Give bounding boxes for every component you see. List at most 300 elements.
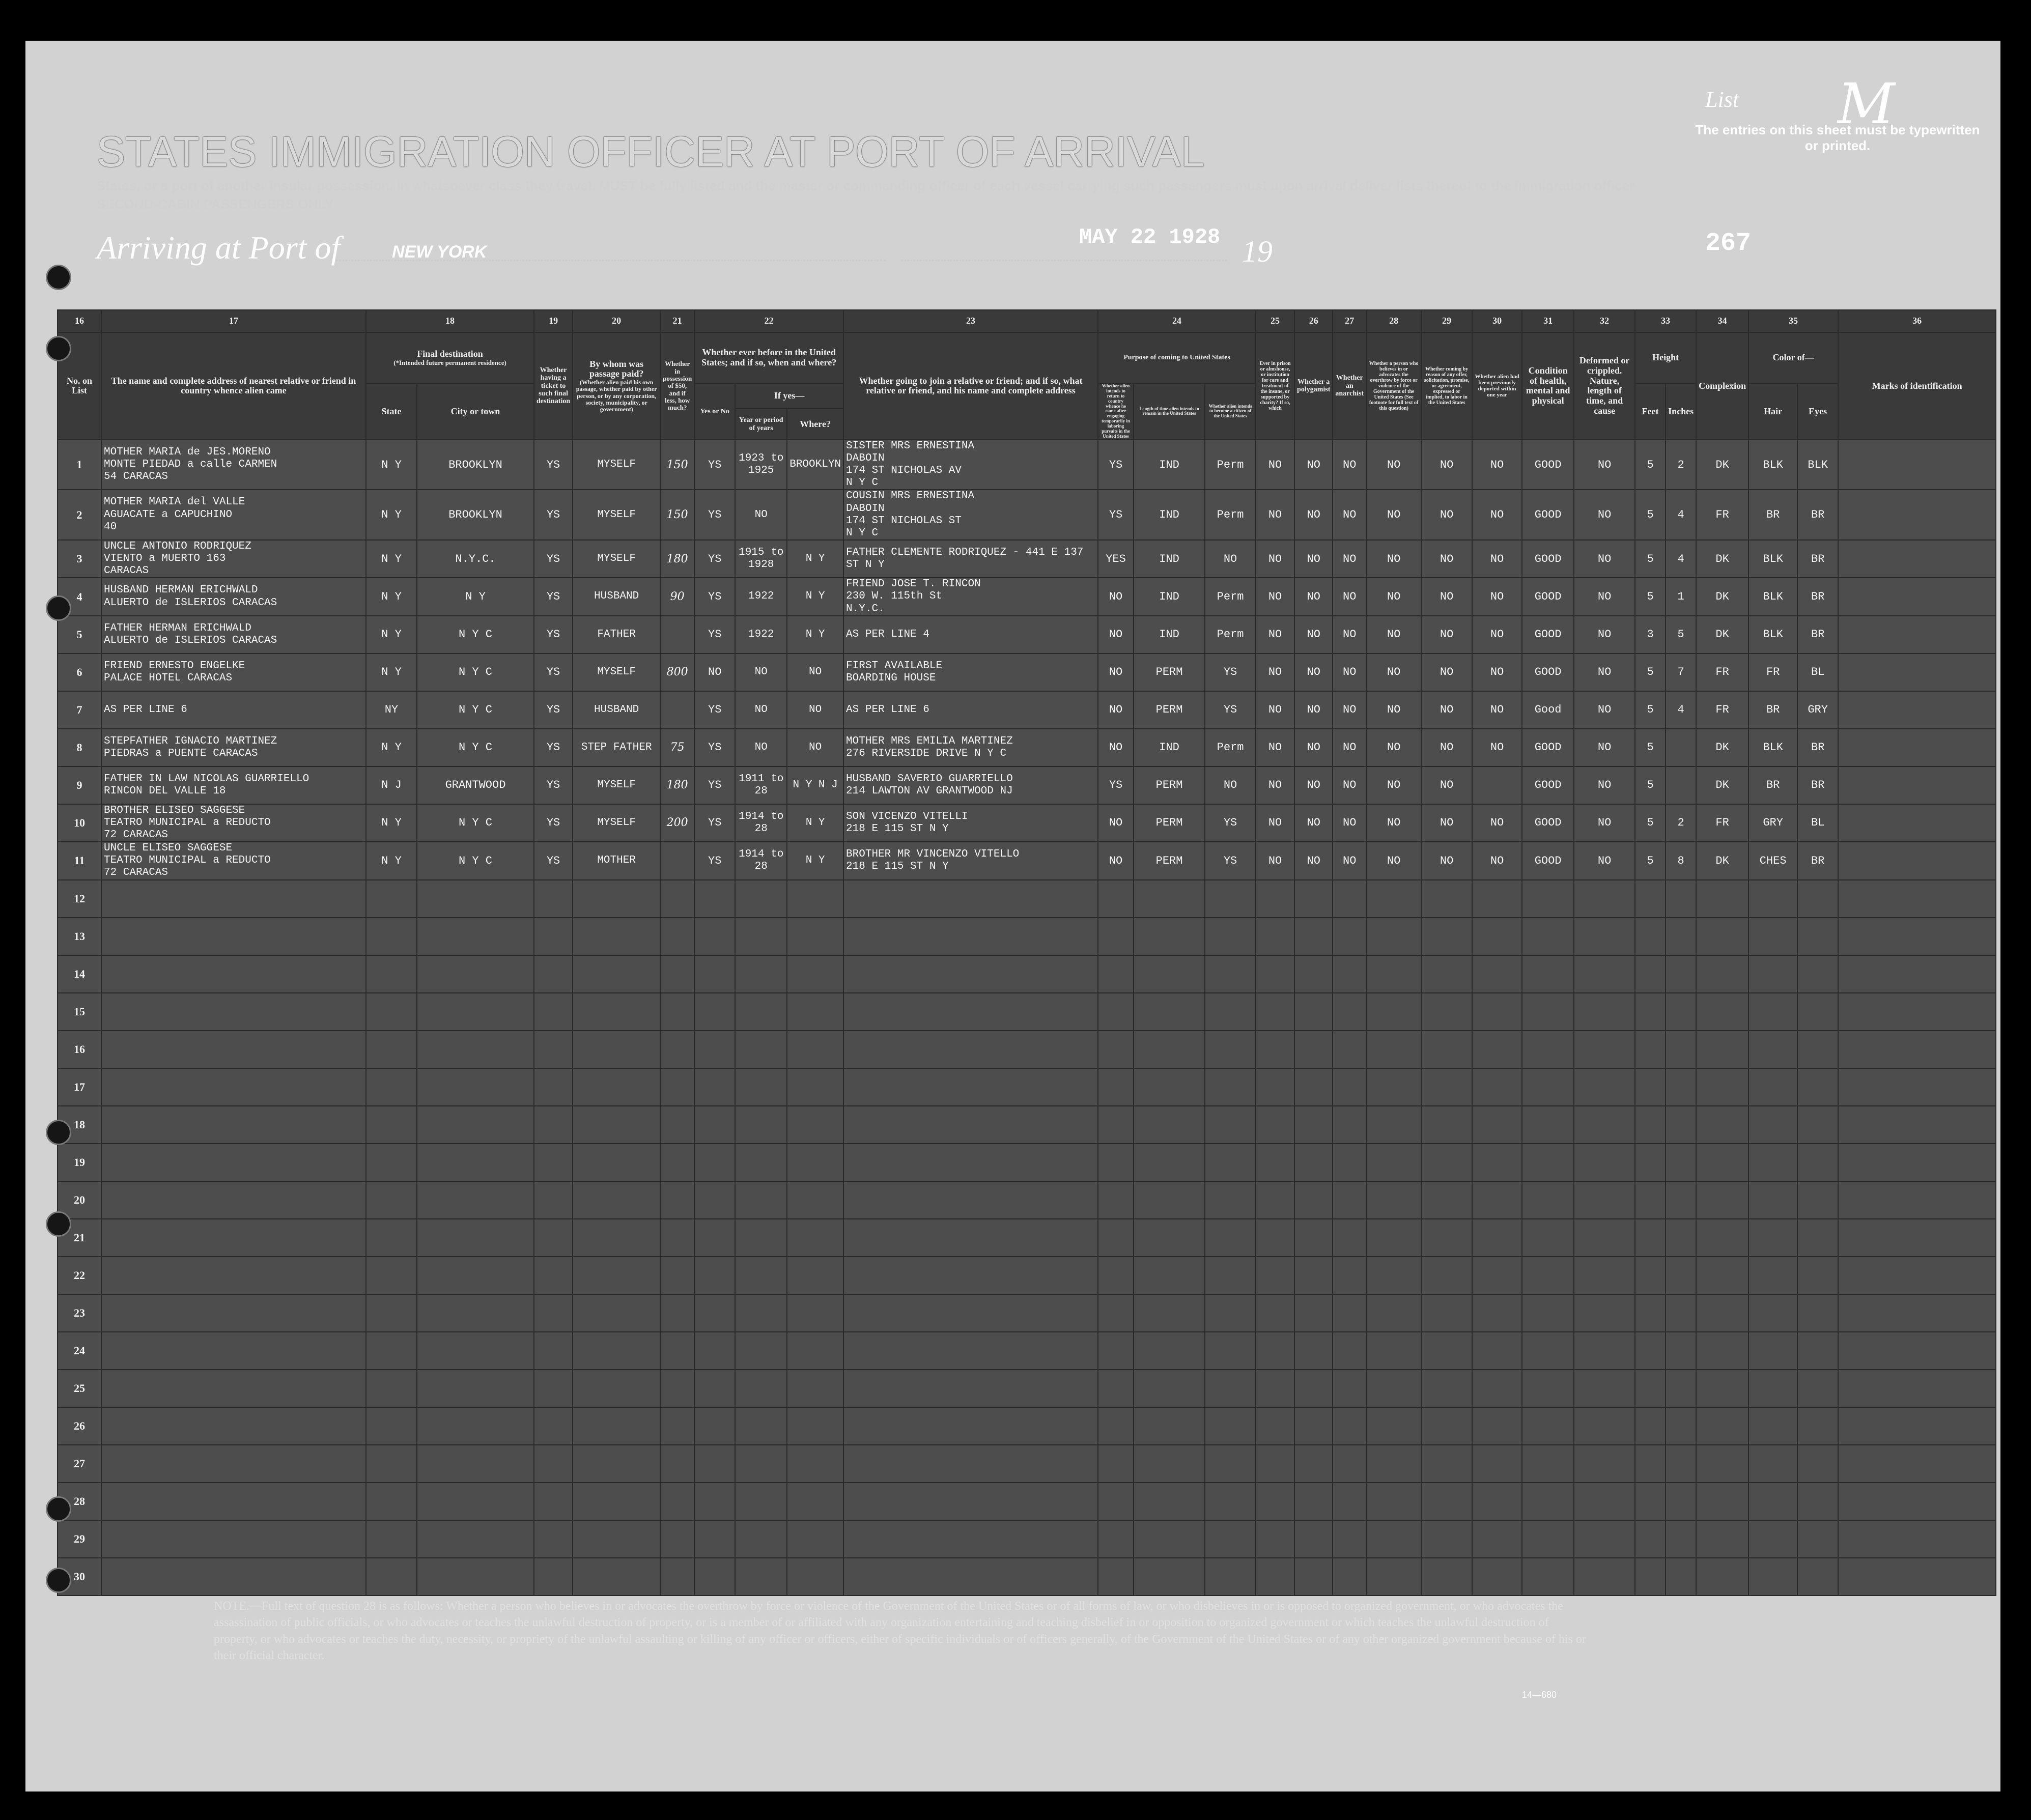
empty-cell bbox=[1522, 1520, 1574, 1558]
empty-cell bbox=[843, 1068, 1098, 1106]
empty-cell bbox=[1838, 993, 1996, 1031]
cell-marks bbox=[1838, 540, 1996, 578]
cell-ticket: YS bbox=[534, 578, 573, 615]
empty-cell bbox=[366, 918, 417, 955]
cell-purpose-citizen: Perm bbox=[1205, 440, 1256, 490]
table-row-empty bbox=[58, 1181, 1996, 1219]
col-num-28: 28 bbox=[1366, 310, 1421, 332]
empty-cell bbox=[1522, 1332, 1574, 1370]
empty-cell bbox=[1472, 1370, 1522, 1407]
cell-joining bbox=[843, 578, 1098, 615]
cell-paid-by: MYSELF bbox=[573, 804, 660, 842]
cell-ticket: YS bbox=[534, 804, 573, 842]
cell-years: 1911 to 28 bbox=[735, 766, 787, 804]
empty-cell bbox=[1333, 1520, 1366, 1558]
empty-cell bbox=[787, 1294, 843, 1332]
cell-deported: NO bbox=[1472, 616, 1522, 653]
empty-cell bbox=[1748, 993, 1797, 1031]
header-paid-by bbox=[573, 332, 660, 440]
joining-line: SON VICENZO VITELLI bbox=[846, 810, 968, 822]
cell-state: N Y bbox=[366, 804, 417, 842]
cell-city: N Y C bbox=[417, 729, 534, 766]
cell-prison: NO bbox=[1256, 440, 1294, 490]
cell-contract: NO bbox=[1421, 653, 1472, 691]
empty-cell bbox=[1421, 993, 1472, 1031]
cell-ticket: YS bbox=[534, 653, 573, 691]
row-number: 5 bbox=[58, 616, 101, 653]
cell-where: NO bbox=[787, 691, 843, 729]
binding-hole bbox=[46, 595, 71, 621]
empty-cell bbox=[1098, 1332, 1134, 1370]
empty-cell bbox=[1574, 1031, 1635, 1068]
empty-cell bbox=[1696, 955, 1748, 993]
cell-feet: 5 bbox=[1635, 804, 1666, 842]
empty-cell bbox=[1696, 1370, 1748, 1407]
empty-cell bbox=[1522, 918, 1574, 955]
paid-by-note: (Whether alien paid his own passage, whether paid by other person, or by any corporation, society, municipality, or government) bbox=[576, 379, 657, 413]
empty-cell bbox=[534, 1219, 573, 1257]
empty-cell bbox=[1256, 1407, 1294, 1445]
empty-cell bbox=[1696, 1219, 1748, 1257]
joining-line: N Y C bbox=[846, 477, 879, 489]
cell-anarchist: NO bbox=[1333, 653, 1366, 691]
cell-city: N Y C bbox=[417, 691, 534, 729]
col-num-33: 33 bbox=[1635, 310, 1696, 332]
empty-cell bbox=[1366, 880, 1421, 918]
cell-years: 1922 bbox=[735, 578, 787, 615]
empty-cell bbox=[1098, 1031, 1134, 1068]
empty-cell bbox=[1635, 1370, 1666, 1407]
row-number: 19 bbox=[58, 1144, 101, 1181]
relative-line: VIENTO a MUERTO 163 bbox=[104, 553, 226, 565]
header-before-us: Whether ever before in the United States; and if so, when and where? bbox=[694, 332, 843, 383]
empty-cell bbox=[1574, 1520, 1635, 1558]
empty-cell bbox=[534, 993, 573, 1031]
cell-purpose-length: PERM bbox=[1134, 653, 1205, 691]
empty-cell bbox=[1333, 1370, 1366, 1407]
empty-cell bbox=[1098, 1106, 1134, 1144]
row-number: 29 bbox=[58, 1520, 101, 1558]
empty-cell bbox=[1797, 1106, 1838, 1144]
cell-polygamist: NO bbox=[1294, 804, 1333, 842]
empty-cell bbox=[735, 1294, 787, 1332]
empty-cell bbox=[1797, 880, 1838, 918]
col-num-26: 26 bbox=[1294, 310, 1333, 332]
cell-feet: 5 bbox=[1635, 766, 1666, 804]
cell-deformed: NO bbox=[1574, 440, 1635, 490]
col-num-23: 23 bbox=[843, 310, 1098, 332]
empty-cell bbox=[1333, 1558, 1366, 1596]
empty-cell bbox=[843, 1144, 1098, 1181]
cell-hair: BLK bbox=[1748, 440, 1797, 490]
relative-line: ALUERTO de ISLERIOS CARACAS bbox=[104, 634, 277, 646]
empty-cell bbox=[101, 1370, 366, 1407]
empty-cell bbox=[1574, 993, 1635, 1031]
joining-line: 276 RIVERSIDE DRIVE N Y C bbox=[846, 747, 1007, 759]
joining-line: 218 E 115 ST N Y bbox=[846, 822, 949, 835]
cell-deported: NO bbox=[1472, 691, 1522, 729]
empty-cell bbox=[1522, 1558, 1574, 1596]
empty-cell bbox=[1635, 955, 1666, 993]
relative-line: 40 bbox=[104, 521, 117, 533]
row-number: 2 bbox=[58, 490, 101, 540]
empty-cell bbox=[660, 1483, 694, 1520]
empty-cell bbox=[694, 955, 735, 993]
cell-inches: 4 bbox=[1666, 691, 1696, 729]
empty-cell bbox=[1522, 1407, 1574, 1445]
cell-before-us: YS bbox=[694, 440, 735, 490]
date-stamp: MAY 22 1928 bbox=[1079, 225, 1221, 249]
cell-health: GOOD bbox=[1522, 490, 1574, 540]
table-row-empty bbox=[58, 1332, 1996, 1370]
empty-cell bbox=[660, 1370, 694, 1407]
cell-deformed: NO bbox=[1574, 804, 1635, 842]
empty-cell bbox=[1134, 1332, 1205, 1370]
cell-state: N Y bbox=[366, 653, 417, 691]
empty-cell bbox=[787, 1445, 843, 1483]
empty-cell bbox=[735, 1483, 787, 1520]
cell-money: 150 bbox=[660, 440, 694, 490]
empty-cell bbox=[694, 993, 735, 1031]
empty-cell bbox=[735, 1445, 787, 1483]
cell-health: GOOD bbox=[1522, 842, 1574, 879]
header-yes-no: Yes or No bbox=[694, 383, 735, 440]
empty-cell bbox=[1635, 1144, 1666, 1181]
empty-cell bbox=[1366, 1144, 1421, 1181]
empty-cell bbox=[787, 1106, 843, 1144]
cell-complexion: DK bbox=[1696, 440, 1748, 490]
cell-complexion: FR bbox=[1696, 691, 1748, 729]
cell-city: N Y C bbox=[417, 804, 534, 842]
binding-hole bbox=[46, 1120, 71, 1145]
cell-anarchist: NO bbox=[1333, 729, 1366, 766]
empty-cell bbox=[366, 1219, 417, 1257]
table-row-empty bbox=[58, 1031, 1996, 1068]
cell-prison: NO bbox=[1256, 729, 1294, 766]
header-if-yes: If yes— bbox=[735, 383, 843, 409]
subtitle: States, or a port of another insular possession, in whatsoever class they travel, MUST be fully listed and the master or commanding officer of each vessel carrying such passengers must upon arrival deliver lists thereof to the immigration officer bbox=[97, 178, 1635, 193]
empty-cell bbox=[534, 1445, 573, 1483]
empty-cell bbox=[660, 1520, 694, 1558]
empty-cell bbox=[1333, 993, 1366, 1031]
header-ticket: Whether having a ticket to such final destination bbox=[534, 332, 573, 440]
empty-cell bbox=[1748, 1558, 1797, 1596]
footnote: NOTE.—Full text of question 28 is as follows: Whether a person who believes in or advocates the overthrow by force or violence of the Government of the United States or of all forms of law, or who disbelieves in or is opposed to organized government, or who advocates the assassination of public officials, or who advocates or teaches the unlawful destruction of property, or is a member of or affiliated with any organization entertaining and teaching disbelief in or opposition to organized government or which teaches the unlawful destruction of property, or who advocates or teaches the duty, necessity, or propriety of the unlawful assaulting or killing of any officer or officers, either of specific individuals or of officers generally, of the Government of the United States or of any other organized government because of his or their official character. bbox=[214, 1600, 1586, 1663]
cell-city: GRANTWOOD bbox=[417, 766, 534, 804]
row-number: 23 bbox=[58, 1294, 101, 1332]
empty-cell bbox=[1256, 1558, 1294, 1596]
cell-paid-by: MYSELF bbox=[573, 490, 660, 540]
relative-line: MOTHER MARIA de JES.MORENO bbox=[104, 446, 271, 458]
empty-cell bbox=[1256, 1144, 1294, 1181]
cell-state: N Y bbox=[366, 842, 417, 879]
cell-prison: NO bbox=[1256, 766, 1294, 804]
empty-cell bbox=[735, 1332, 787, 1370]
cell-overthrow: NO bbox=[1366, 616, 1421, 653]
empty-cell bbox=[1294, 1370, 1333, 1407]
cell-money: 200 bbox=[660, 804, 694, 842]
empty-cell bbox=[660, 1407, 694, 1445]
empty-cell bbox=[1522, 993, 1574, 1031]
empty-cell bbox=[573, 1181, 660, 1219]
header-no-on-list: No. on List bbox=[58, 332, 101, 440]
cell-eyes: BL bbox=[1797, 653, 1838, 691]
cell-before-us: YS bbox=[694, 766, 735, 804]
empty-cell bbox=[1294, 1445, 1333, 1483]
cell-polygamist: NO bbox=[1294, 653, 1333, 691]
cell-anarchist: NO bbox=[1333, 490, 1366, 540]
table-row-empty bbox=[58, 1370, 1996, 1407]
empty-cell bbox=[417, 1257, 534, 1294]
cell-money: 150 bbox=[660, 490, 694, 540]
empty-cell bbox=[1134, 1257, 1205, 1294]
cell-deformed: NO bbox=[1574, 653, 1635, 691]
empty-cell bbox=[573, 1031, 660, 1068]
empty-cell bbox=[366, 1144, 417, 1181]
empty-cell bbox=[417, 1144, 534, 1181]
table-row bbox=[58, 490, 1996, 540]
empty-cell bbox=[1098, 1068, 1134, 1106]
empty-cell bbox=[1472, 1445, 1522, 1483]
empty-cell bbox=[573, 1219, 660, 1257]
empty-cell bbox=[694, 1031, 735, 1068]
empty-cell bbox=[573, 1332, 660, 1370]
empty-cell bbox=[366, 1520, 417, 1558]
empty-cell bbox=[1574, 918, 1635, 955]
empty-cell bbox=[366, 1445, 417, 1483]
header-money: Whether in possession of $50, and if less, how much? bbox=[660, 332, 694, 440]
row-number: 12 bbox=[58, 880, 101, 918]
empty-cell bbox=[1421, 1520, 1472, 1558]
empty-cell bbox=[1256, 1332, 1294, 1370]
cell-inches: 1 bbox=[1666, 578, 1696, 615]
empty-cell bbox=[1294, 1219, 1333, 1257]
cell-paid-by: MOTHER bbox=[573, 842, 660, 879]
empty-cell bbox=[1333, 1068, 1366, 1106]
cell-marks bbox=[1838, 766, 1996, 804]
cell-feet: 3 bbox=[1635, 616, 1666, 653]
empty-cell bbox=[1522, 955, 1574, 993]
empty-cell bbox=[1205, 1407, 1256, 1445]
empty-cell bbox=[1098, 1144, 1134, 1181]
cell-money bbox=[660, 842, 694, 879]
empty-cell bbox=[366, 1332, 417, 1370]
cell-inches bbox=[1666, 729, 1696, 766]
cell-marks bbox=[1838, 616, 1996, 653]
relative-line: FATHER IN LAW NICOLAS GUARRIELLO bbox=[104, 773, 309, 785]
cell-before-us: YS bbox=[694, 540, 735, 578]
cell-ticket: YS bbox=[534, 490, 573, 540]
empty-cell bbox=[787, 1558, 843, 1596]
cell-anarchist: NO bbox=[1333, 804, 1366, 842]
empty-cell bbox=[1256, 880, 1294, 918]
joining-line: 218 E 115 ST N Y bbox=[846, 861, 949, 873]
cell-anarchist: NO bbox=[1333, 578, 1366, 615]
empty-cell bbox=[1205, 1106, 1256, 1144]
empty-cell bbox=[1294, 1294, 1333, 1332]
empty-cell bbox=[694, 1445, 735, 1483]
empty-cell bbox=[1696, 1068, 1748, 1106]
cell-where: N Y bbox=[787, 842, 843, 879]
empty-cell bbox=[1421, 880, 1472, 918]
cell-marks bbox=[1838, 440, 1996, 490]
header-contract: Whether coming by reason of any offer, solicitation, promise, or agreement, expressed or implied, to labor in the United States bbox=[1421, 332, 1472, 440]
empty-cell bbox=[1366, 1106, 1421, 1144]
cell-contract: NO bbox=[1421, 616, 1472, 653]
empty-cell bbox=[1421, 1181, 1472, 1219]
empty-cell bbox=[101, 1257, 366, 1294]
cell-relative bbox=[101, 616, 366, 653]
empty-cell bbox=[1333, 1257, 1366, 1294]
cell-polygamist: NO bbox=[1294, 691, 1333, 729]
cell-inches: 7 bbox=[1666, 653, 1696, 691]
header-deformed: Deformed or crippled. Nature, length of time, and cause bbox=[1574, 332, 1635, 440]
empty-cell bbox=[1134, 1370, 1205, 1407]
empty-cell bbox=[1366, 1483, 1421, 1520]
empty-cell bbox=[101, 918, 366, 955]
row-number: 25 bbox=[58, 1370, 101, 1407]
cell-before-us: YS bbox=[694, 729, 735, 766]
empty-cell bbox=[1333, 1445, 1366, 1483]
col-num-18: 18 bbox=[366, 310, 534, 332]
cell-purpose-return: NO bbox=[1098, 842, 1134, 879]
empty-cell bbox=[735, 880, 787, 918]
cell-eyes: GRY bbox=[1797, 691, 1838, 729]
empty-cell bbox=[366, 1257, 417, 1294]
empty-cell bbox=[1421, 1068, 1472, 1106]
empty-cell bbox=[101, 1445, 366, 1483]
empty-cell bbox=[1574, 1068, 1635, 1106]
cell-joining bbox=[843, 540, 1098, 578]
empty-cell bbox=[1366, 1558, 1421, 1596]
cell-hair: BR bbox=[1748, 766, 1797, 804]
empty-cell bbox=[1472, 1068, 1522, 1106]
empty-cell bbox=[1574, 1370, 1635, 1407]
relative-line: UNCLE ANTONIO RODRIQUEZ bbox=[104, 540, 251, 552]
empty-cell bbox=[1134, 1181, 1205, 1219]
cell-contract: NO bbox=[1421, 729, 1472, 766]
empty-cell bbox=[417, 1407, 534, 1445]
empty-cell bbox=[1635, 1219, 1666, 1257]
row-number: 1 bbox=[58, 440, 101, 490]
cell-purpose-return: NO bbox=[1098, 804, 1134, 842]
empty-cell bbox=[1294, 1257, 1333, 1294]
empty-cell bbox=[1366, 955, 1421, 993]
empty-cell bbox=[735, 1257, 787, 1294]
empty-cell bbox=[1134, 1558, 1205, 1596]
header-prison: Ever in prison or almshouse, or institution for care and treatment of the insane, or supported by charity? If so, which bbox=[1256, 332, 1294, 440]
cell-complexion: FR bbox=[1696, 653, 1748, 691]
empty-cell bbox=[1294, 993, 1333, 1031]
header-feet: Feet bbox=[1635, 383, 1666, 440]
cell-feet: 5 bbox=[1635, 691, 1666, 729]
empty-cell bbox=[417, 955, 534, 993]
cell-purpose-length: IND bbox=[1134, 490, 1205, 540]
empty-cell bbox=[735, 1181, 787, 1219]
empty-cell bbox=[1256, 1219, 1294, 1257]
empty-cell bbox=[366, 1294, 417, 1332]
cell-relative bbox=[101, 440, 366, 490]
table-row bbox=[58, 616, 1996, 653]
header-hair: Hair bbox=[1748, 383, 1797, 440]
empty-cell bbox=[1294, 1106, 1333, 1144]
table-row-empty bbox=[58, 1068, 1996, 1106]
cell-state: N Y bbox=[366, 440, 417, 490]
cell-polygamist: NO bbox=[1294, 842, 1333, 879]
empty-cell bbox=[101, 1144, 366, 1181]
cell-marks bbox=[1838, 691, 1996, 729]
table-row bbox=[58, 578, 1996, 615]
cell-money: 800 bbox=[660, 653, 694, 691]
row-number: 18 bbox=[58, 1106, 101, 1144]
empty-cell bbox=[1797, 1520, 1838, 1558]
empty-cell bbox=[1574, 1332, 1635, 1370]
empty-cell bbox=[1472, 1558, 1522, 1596]
row-number: 27 bbox=[58, 1445, 101, 1483]
empty-cell bbox=[787, 1257, 843, 1294]
relative-line: STEPFATHER IGNACIO MARTINEZ bbox=[104, 735, 277, 747]
empty-cell bbox=[843, 1370, 1098, 1407]
arriving-label: Arriving at Port of bbox=[97, 230, 341, 266]
cell-state: N Y bbox=[366, 578, 417, 615]
empty-cell bbox=[1294, 1068, 1333, 1106]
cell-purpose-citizen: Perm bbox=[1205, 616, 1256, 653]
empty-cell bbox=[1522, 880, 1574, 918]
empty-cell bbox=[1333, 1332, 1366, 1370]
cell-marks bbox=[1838, 653, 1996, 691]
header-purpose-return: Whether alien intends to return to country whence he came after engaging temporarily in laboring pursuits in the United States bbox=[1098, 383, 1134, 440]
empty-cell bbox=[1635, 1068, 1666, 1106]
table-row bbox=[58, 653, 1996, 691]
manifest-table bbox=[57, 309, 1996, 1596]
cell-money: 75 bbox=[660, 729, 694, 766]
header-city: City or town bbox=[417, 383, 534, 440]
empty-cell bbox=[417, 1370, 534, 1407]
empty-cell bbox=[101, 880, 366, 918]
empty-cell bbox=[1256, 1031, 1294, 1068]
empty-cell bbox=[1838, 1445, 1996, 1483]
empty-cell bbox=[1522, 1068, 1574, 1106]
cell-complexion: FR bbox=[1696, 804, 1748, 842]
cell-complexion: DK bbox=[1696, 766, 1748, 804]
empty-cell bbox=[1205, 918, 1256, 955]
empty-cell bbox=[843, 1445, 1098, 1483]
empty-cell bbox=[1666, 1031, 1696, 1068]
empty-cell bbox=[101, 1294, 366, 1332]
empty-cell bbox=[573, 1294, 660, 1332]
empty-cell bbox=[660, 1181, 694, 1219]
empty-cell bbox=[1333, 1294, 1366, 1332]
empty-cell bbox=[1666, 1068, 1696, 1106]
cell-prison: NO bbox=[1256, 616, 1294, 653]
cell-money: 90 bbox=[660, 578, 694, 615]
empty-cell bbox=[1748, 1294, 1797, 1332]
empty-cell bbox=[735, 918, 787, 955]
relative-line: UNCLE ELISEO SAGGESE bbox=[104, 842, 233, 855]
cell-eyes: BR bbox=[1797, 490, 1838, 540]
empty-cell bbox=[787, 1407, 843, 1445]
empty-cell bbox=[1838, 1332, 1996, 1370]
header-final-destination bbox=[366, 332, 534, 383]
empty-cell bbox=[1098, 1370, 1134, 1407]
empty-cell bbox=[101, 1219, 366, 1257]
cell-city: BROOKLYN bbox=[417, 440, 534, 490]
empty-cell bbox=[660, 1031, 694, 1068]
empty-cell bbox=[1748, 918, 1797, 955]
empty-cell bbox=[366, 955, 417, 993]
table-row bbox=[58, 440, 1996, 490]
empty-cell bbox=[534, 1483, 573, 1520]
